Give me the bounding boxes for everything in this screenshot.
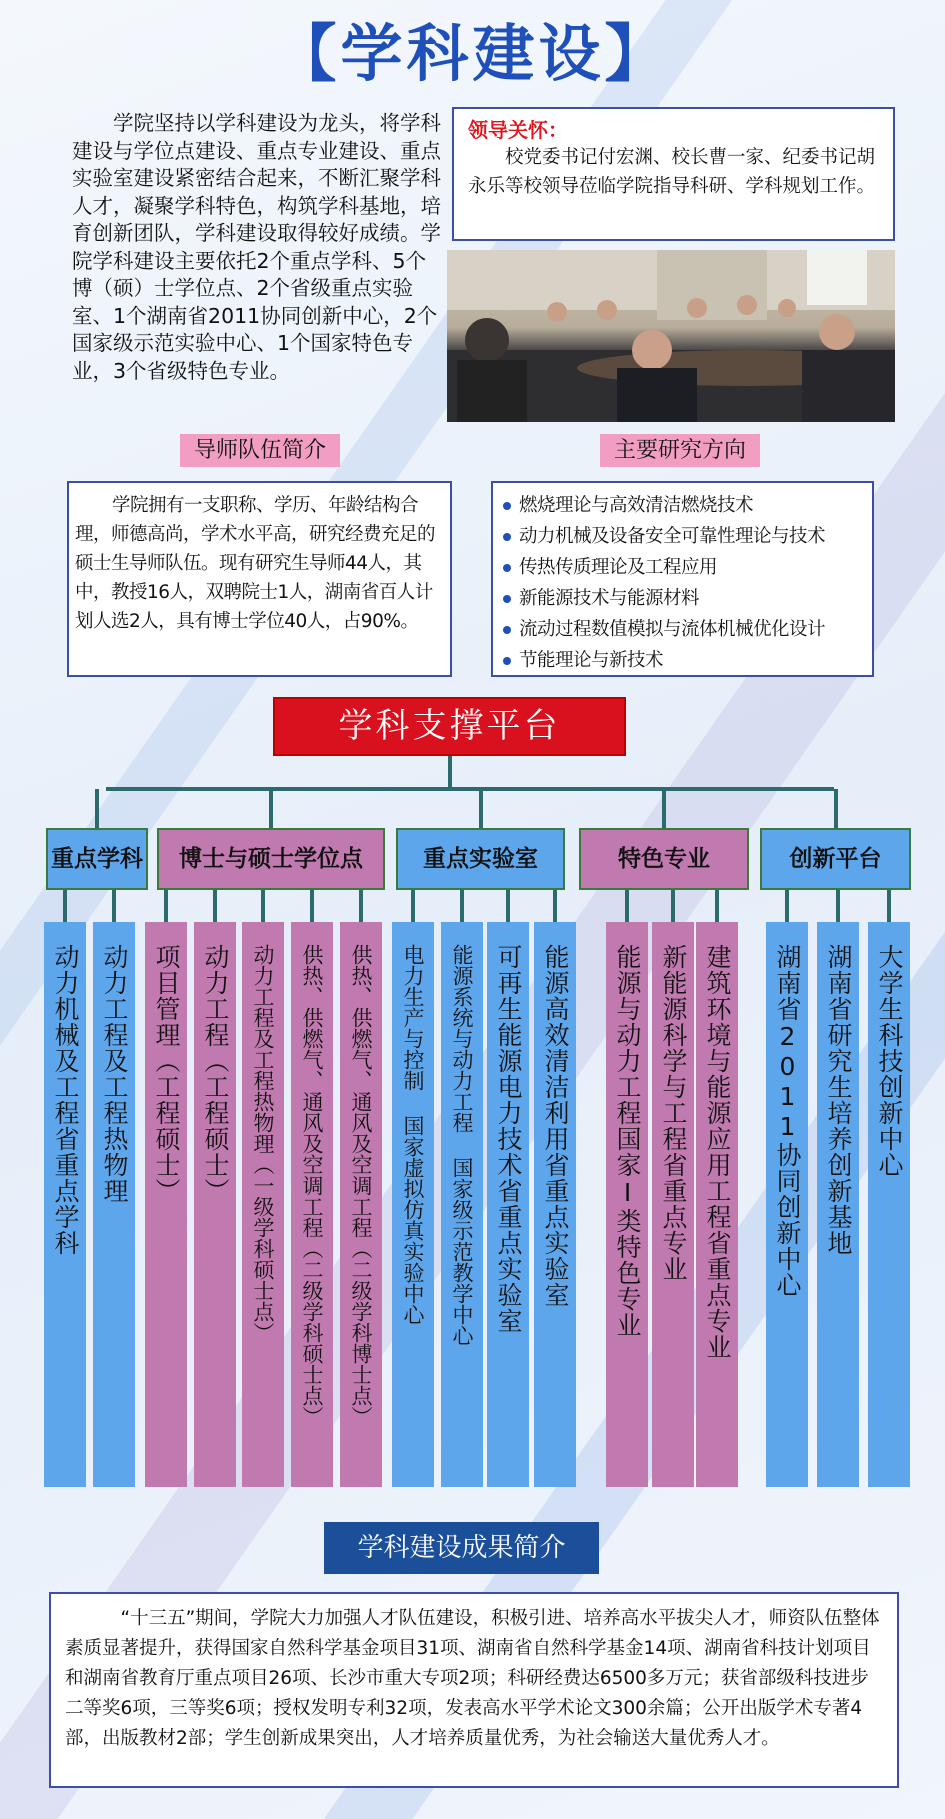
research-item <box>503 614 862 645</box>
connector-line <box>671 890 675 922</box>
bullet-icon <box>503 657 511 665</box>
research-item <box>503 490 862 521</box>
platform-item: 项目管理（工程硕士） <box>145 922 187 1487</box>
research-item <box>503 552 862 583</box>
platform-item: 动力工程（工程硕士） <box>194 922 236 1487</box>
platform-item: 可再生能源电力技术省重点实验室 <box>487 922 529 1487</box>
research-item-text: 流动过程数值模拟与流体机械优化设计 <box>519 619 826 640</box>
platform-item: 动力工程及工程热物理 <box>93 922 135 1487</box>
connector-line <box>506 890 510 922</box>
platform-item: 湖南省研究生培养创新基地 <box>817 922 859 1487</box>
meeting-photo-image <box>447 250 895 422</box>
connector-line <box>95 789 99 828</box>
results-label: 学科建设成果简介 <box>324 1522 599 1574</box>
connector-line <box>836 890 840 922</box>
connector-line <box>662 789 666 828</box>
results-box <box>49 1592 899 1788</box>
platform-item: 能源高效清洁利用省重点实验室 <box>534 922 576 1487</box>
results-text: “十三五”期间，学院大力加强人才队伍建设，积极引进、培养高水平拔尖人才，师资队伍整体素质显著提升，获得国家自然科学基金项目31项、湖南省自然科学基金14项、湖南省科技计划项目和湖南省教育厅重点项目26项、长沙市重大专项2项；科研经费达6500多万元；获省部级科技进步二等奖6项，三等奖6项；授权发明专利32项，发表高水平学术论文300余篇；公开出版学术专著4部，出版教材2部；学生创新成果突出，人才培养质量优秀，为社会输送大量优秀人才。 <box>65 1608 880 1749</box>
platform-item: 建筑环境与能源应用工程省重点专业 <box>696 922 738 1487</box>
platform-item: 新能源科学与工程省重点专业 <box>652 922 694 1487</box>
research-item-text: 节能理论与新技术 <box>519 650 664 671</box>
meeting-photo <box>447 250 895 422</box>
category-header: 博士与硕士学位点 <box>157 828 385 890</box>
connector-line <box>460 890 464 922</box>
connector-line <box>63 890 67 922</box>
connector-line <box>834 789 838 828</box>
connector-line <box>164 890 168 922</box>
research-item <box>503 645 862 676</box>
platform-item: 湖南省2011协同创新中心 <box>766 922 808 1487</box>
connector-line <box>715 890 719 922</box>
connector-line <box>887 890 891 922</box>
platform-title: 学科支撑平台 <box>273 697 626 756</box>
platform-item: 电力生产与控制 国家虚拟仿真实验中心 <box>392 922 434 1487</box>
tutor-team-label: 导师队伍简介 <box>180 434 340 467</box>
bullet-icon <box>503 533 511 541</box>
research-item <box>503 583 862 614</box>
connector-line <box>269 789 273 828</box>
connector-line <box>479 789 483 828</box>
leader-care-text: 校党委书记付宏渊、校长曹一家、纪委书记胡永乐等校领导莅临学院指导科研、学科规划工作。 <box>468 147 876 197</box>
tutor-team-text: 学院拥有一支职称、学历、年龄结构合理，师德高尚，学术水平高，研究经费充足的硕士生导师队伍。现有研究生导师44人，其中，教授16人，双聘院士1人，湖南省百人计划人选2人，具有博士学位40人，占90%。 <box>75 495 436 632</box>
category-header: 创新平台 <box>760 828 911 890</box>
tutor-team-box <box>67 481 452 677</box>
bullet-icon <box>503 626 511 634</box>
platform-item: 大学生科技创新中心 <box>868 922 910 1487</box>
connector-line <box>553 890 557 922</box>
research-item-text: 动力机械及设备安全可靠性理论与技术 <box>519 526 826 547</box>
research-item-text: 燃烧理论与高效清洁燃烧技术 <box>519 495 754 516</box>
platform-item: 动力工程及工程热物理（一级学科硕士点） <box>242 922 284 1487</box>
intro-paragraph: 学院坚持以学科建设为龙头，将学科建设与学位点建设、重点专业建设、重点实验室建设紧密结合起来，不断汇聚学科人才，凝聚学科特色，构筑学科基地，培育创新团队，学科建设取得较好成绩。学院学科建设主要依托2个重点学科、5个博（硕）士学位点、2个省级重点实验室、1个湖南省2011协同创新中心，2个国家级示范实验中心、1个国家特色专业，3个省级特色专业。 <box>72 111 441 383</box>
bullet-icon <box>503 595 511 603</box>
research-directions-label: 主要研究方向 <box>600 434 760 467</box>
page-title: 【学科建设】 <box>274 17 671 90</box>
leader-care-title: 领导关怀： <box>468 118 568 142</box>
connector-line <box>261 890 265 922</box>
connector-line <box>359 890 363 922</box>
connector-line <box>106 787 834 791</box>
platform-item: 供热、供燃气、通风及空调工程（二级学科博士点） <box>340 922 382 1487</box>
research-item <box>503 521 862 552</box>
leader-care-box <box>452 107 895 241</box>
research-item-text: 传热传质理论及工程应用 <box>519 557 718 578</box>
category-header: 重点实验室 <box>396 828 565 890</box>
platform-item: 能源与动力工程国家I类特色专业 <box>606 922 648 1487</box>
bullet-icon <box>503 502 511 510</box>
bullet-icon <box>503 564 511 572</box>
research-item-text: 新能源技术与能源材料 <box>519 588 700 609</box>
connector-line <box>112 890 116 922</box>
platform-item: 能源系统与动力工程 国家级示范教学中心 <box>441 922 483 1487</box>
connector-line <box>625 890 629 922</box>
connector-line <box>411 890 415 922</box>
connector-line <box>448 756 452 789</box>
platform-item: 供热、供燃气、通风及空调工程（二级学科硕士点） <box>291 922 333 1487</box>
connector-line <box>310 890 314 922</box>
platform-item: 动力机械及工程省重点学科 <box>44 922 86 1487</box>
connector-line <box>213 890 217 922</box>
connector-line <box>785 890 789 922</box>
research-directions-box <box>491 481 874 677</box>
category-header: 重点学科 <box>46 828 148 890</box>
category-header: 特色专业 <box>579 828 749 890</box>
